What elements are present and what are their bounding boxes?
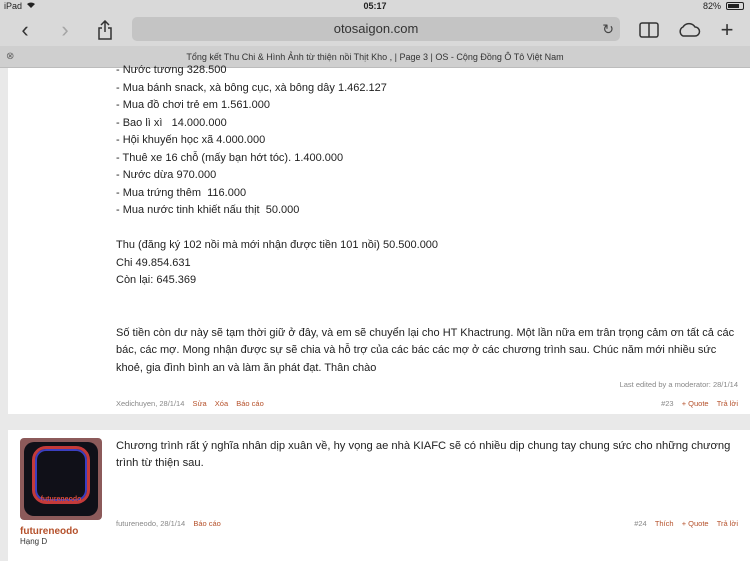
post-author-date[interactable]: futureneodo, 28/1/14 <box>116 519 186 528</box>
closing-line: khoẻ, gia đình bình an và làm ăn phát đạt. Thân chào <box>116 361 377 374</box>
message-line: Chương trình rất ý nghĩa nhân dịp xuân về, hy vọng ae nhà KIAFC sẽ có nhiều dịp chung tay chung sức cho những chương <box>116 440 731 452</box>
summary-line: Còn lại: 645.369 <box>116 274 197 286</box>
tab-title[interactable]: Tổng kết Thu Chi & Hình Ảnh từ thiện nồi Thịt Kho , | Page 3 | OS - Cộng Đồng Ô Tô Việt Nam <box>186 52 564 62</box>
post-footer <box>116 519 738 528</box>
post-message <box>116 64 738 377</box>
post-message <box>116 438 738 472</box>
delete-link[interactable]: Xóa <box>214 399 229 408</box>
user-info <box>20 438 102 546</box>
reply-button[interactable]: Trả lời <box>716 399 738 408</box>
bookmarks-icon[interactable] <box>636 17 662 43</box>
expense-line: - Mua bánh snack, xà bông cục, xà bông dây 1.462.127 <box>116 81 387 94</box>
expense-line: - Thuê xe 16 chỗ (mấy bạn hớt tóc). 1.400.000 <box>116 151 344 164</box>
device-label: iPad <box>4 1 23 11</box>
quote-button[interactable]: + Quote <box>681 519 709 528</box>
page-content <box>0 64 750 561</box>
url-text: otosaigon.com <box>333 21 419 36</box>
icloud-tabs-icon[interactable] <box>676 17 702 43</box>
battery-percent: 82% <box>702 1 721 11</box>
user-rank: Hạng D <box>20 537 48 546</box>
message-line: trình từ thiện sau. <box>116 457 204 469</box>
edit-link[interactable]: Sửa <box>192 399 207 408</box>
username[interactable]: futureneodo <box>20 526 79 537</box>
close-tab-icon[interactable]: ⊗ <box>6 51 15 62</box>
browser-toolbar <box>0 14 750 46</box>
status-bar <box>0 0 750 14</box>
summary-line: Thu (đăng ký 102 nồi mà mới nhận được tiền 101 nồi) 50.500.000 <box>116 239 439 251</box>
expense-line: - Nước tương 328.500 <box>116 64 227 76</box>
reload-icon[interactable]: ↻ <box>602 21 614 37</box>
summary-line: Chi 49.854.631 <box>116 256 191 269</box>
forward-icon[interactable]: › <box>61 17 69 42</box>
post-number[interactable]: #24 <box>634 519 647 528</box>
report-link[interactable]: Báo cáo <box>193 519 221 528</box>
post-footer <box>116 399 738 408</box>
clock: 05:17 <box>363 1 387 11</box>
new-tab-icon[interactable]: + <box>720 17 734 42</box>
avatar-brand-text: futureneodo <box>40 496 82 503</box>
post-number[interactable]: #23 <box>661 399 674 408</box>
reply-button[interactable]: Trả lời <box>716 519 738 528</box>
expense-line: - Mua đồ chơi trẻ em 1.561.000 <box>116 99 270 111</box>
post-23 <box>8 64 750 414</box>
battery-icon <box>726 2 744 10</box>
post-author-date[interactable]: Xedichuyen, 28/1/14 <box>116 399 185 408</box>
post-24 <box>8 430 750 561</box>
closing-line: bác, các mợ. Mong nhận được sự sẽ chia và hỗ trợ của các bác các mợ ở các chương trình sau. Chúc năm mới nhiều sức <box>116 344 717 356</box>
quote-button[interactable]: + Quote <box>681 399 709 408</box>
closing-line: Số tiền còn dư này sẽ tạm thời giữ ở đây, và em sẽ chuyển lại cho HT Khactrung. Một lần nữa em trân trọng cảm ơn tất cả các <box>116 326 735 339</box>
avatar[interactable] <box>20 438 102 520</box>
back-icon[interactable]: ‹ <box>21 17 29 42</box>
expense-line: - Hội khuyến học xã 4.000.000 <box>116 134 266 146</box>
expense-line: - Nước dừa 970.000 <box>116 169 217 181</box>
expense-line: - Mua nước tinh khiết nấu thịt 50.000 <box>116 204 300 216</box>
share-icon[interactable] <box>92 17 118 43</box>
expense-line: - Mua trứng thêm 116.000 <box>116 186 247 199</box>
edited-note: Last edited by a moderator: 28/1/14 <box>619 380 738 389</box>
address-bar[interactable] <box>132 17 620 41</box>
expense-line: - Bao lì xì 14.000.000 <box>116 116 227 129</box>
report-link[interactable]: Báo cáo <box>236 399 264 408</box>
like-button[interactable]: Thích <box>654 519 674 528</box>
